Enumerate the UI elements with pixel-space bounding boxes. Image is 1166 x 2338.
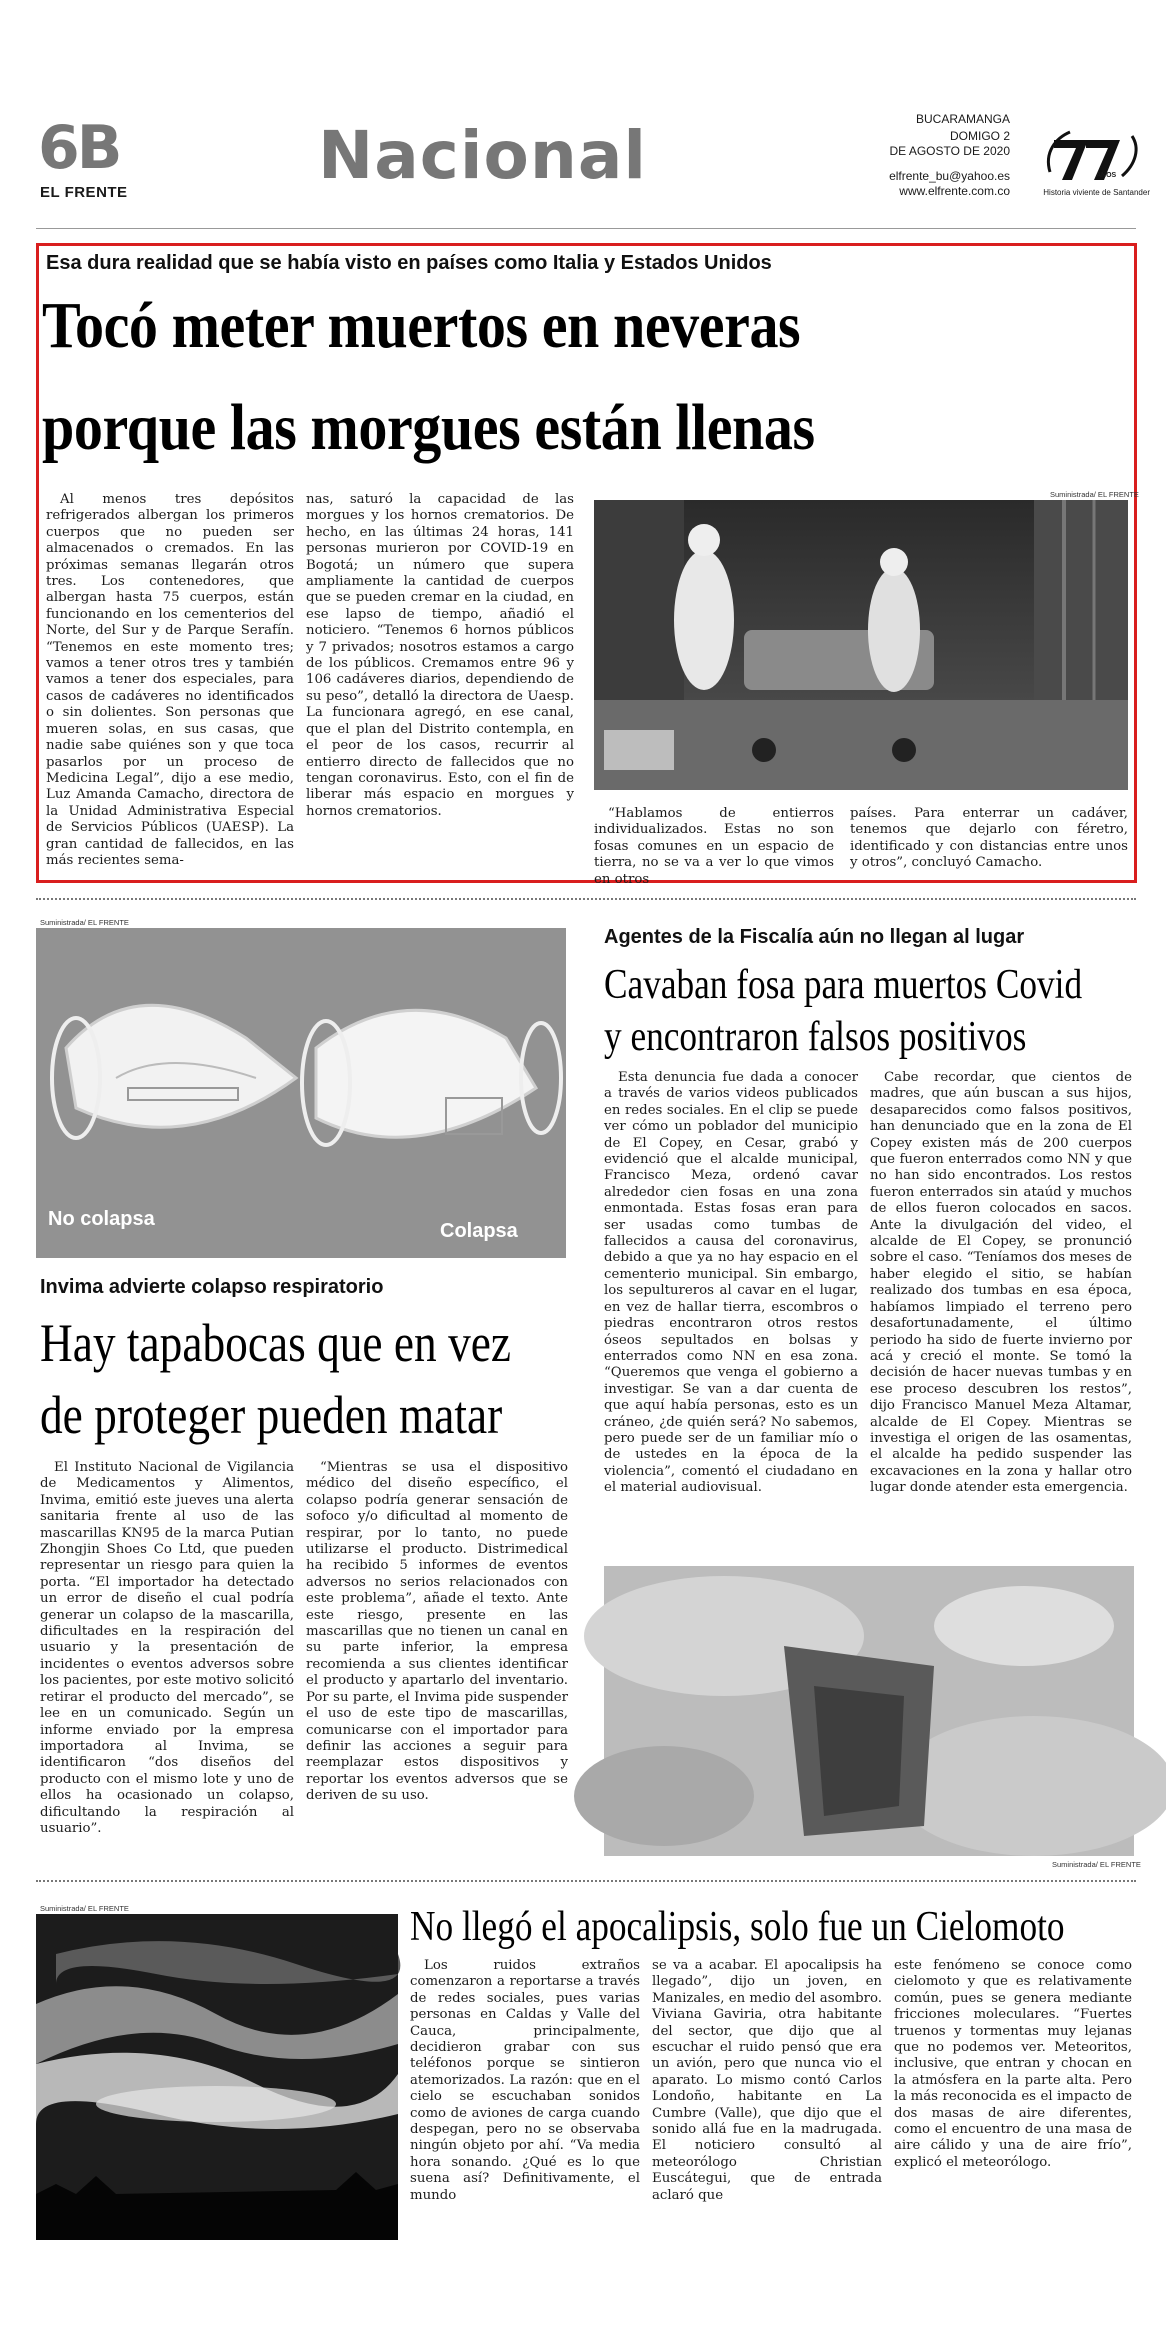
paper-name: EL FRENTE: [40, 184, 128, 201]
article4-column-3: [894, 1958, 1132, 2238]
article1-col4-text: países. Para enterrar un cadáver, tenemos que dejarlo con féretro, identificado y con distancias entre unos y otros”, concluyó Camacho.: [850, 806, 1128, 871]
article2-column-1: [40, 1460, 294, 1860]
article3-col2-text: Cabe recordar, que cientos de madres, que aún buscan a sus hijos, desaparecidos como falsos positivos, han denunciado que en la zona de El Copey existen más de 200 cuerpos que fueron enterrados como NN y que no han sido encontrados. Los restos fueron enterrados sin ataúd y muchos de ellos fueron colocados en sacos. Ante la divulgación del video, el alcalde de El Copey, se pronunció sobre el caso. “Teníamos dos meses de haber elegido el sitio, se habían realizado dos tumbas en esa época, habíamos limpiado el terreno pero desafortunadamente, el último periodo ha sido de fuerte invierno por acá y creció el monte. Se tomó la decisión de hacer nuevas tumbas y en ese proceso descubren los restos”, dijo Francisco Manuel Meza Altamar, alcalde de El Copey. Mientras se investiga el origen de las osamentas, el alcalde ha pedido suspender las excavaciones en la zona y hallar otro lugar donde atender esta emergencia.: [870, 1070, 1132, 1496]
article1-photo-credit: Suministrada/ EL FRENTE: [1050, 490, 1139, 499]
morgue-workers-photo-icon: [594, 500, 1128, 790]
article1-headline-line1: Tocó meter muertos en neveras: [42, 289, 801, 362]
article1-column-2: [306, 492, 574, 878]
article3-headline-line2: y encontraron falsos positivos: [604, 1014, 1027, 1060]
article2-photo-credit: Suministrada/ EL FRENTE: [40, 918, 129, 927]
article2-kicker: Invima advierte colapso respiratorio: [40, 1276, 384, 1298]
article3-column-1: [604, 1070, 858, 1560]
article1-headline-line2: porque las morgues están llenas: [42, 391, 815, 464]
date-line2: DE AGOSTO DE 2020: [889, 144, 1010, 158]
article2-col2-text: “Mientras se usa el dispositivo médico del diseño específico, el colapso podría generar sensación de sofoco y/o dificultad al momento de respirar, por lo tanto, no puede utilizarse el producto. Distrimedical ha recibido 5 informes de eventos adversos no serios relacionados con este problema”, añade el texto. Ante este riesgo, presente en las mascarillas que no tienen un canal en su parte inferior, la empresa recomienda a sus clientes identificar el producto y apartarlo del inventario. Por su parte, el Invima pide suspender el uso de este tipo de mascarillas, comunicarse con el importador para definir las acciones a seguir para reemplazar estos dispositivos y reportar los eventos adversos que se deriven de su uso.: [306, 1460, 568, 1804]
mask-label-left: No colapsa: [48, 1208, 155, 1230]
article2-photo: [36, 928, 566, 1258]
article1-col3-text: “Hablamos de entierros individualizados. Estas no son fosas comunes en un espacio de tierra, no se va a ver lo que vimos en otros: [594, 806, 834, 887]
separator-2: [36, 1880, 1136, 1882]
city: BUCARAMANGA: [915, 112, 1010, 126]
anniversary-logo: [1036, 128, 1150, 200]
article3-column-2: [870, 1070, 1132, 1560]
article3-headline-line1: Cavaban fosa para muertos Covid: [604, 962, 1083, 1008]
article2-col1-text: El Instituto Nacional de Vigilancia de Medicamentos y Alimentos, Invima, emitió este jueves una alerta sanitaria frente al uso de las mascarillas KN95 de la marca Putian Zhongjin Shoes Co Ltd, que pueden representar un riesgo para quien la porta. “El importador ha detectado un error de diseño el cual podría generar un colapso de la mascarilla, dificultades en la respiración del usuario y la presentación de incidentes o eventos adversos sobre los pacientes, por este motivo solicitó retirar el producto del mercado”, se lee en un comunicado. Según un informe enviado por la empresa importadora al Invima, se identificaron “dos diseños del producto con el mismo lote y uno de ellos ha ocasionado un colapso, dificultando la respiración al usuario”.: [40, 1460, 294, 1836]
logo-small: AÑOS: [1096, 172, 1117, 179]
article3-col1-text: Esta denuncia fue dada a conocer a través de varios videos publicados en redes sociales. En el clip se puede ver cómo un poblador del municipio de El Copey, en Cesar, grabó y evidenció que el alcalde municipal, Francisco Meza, ordenó cavar alrededor cien fosas en una zona enmontada. Estas fosas eran para ser usadas como tumbas de fallecidos a causa del coronavirus, debido a que ya no hay espacio en el cementerio municipal. Sin embargo, los sepultureros al cavar en el lugar, en vez de hallar tierra, escombros o piedras encontraron otros restos óseos sepultados en bolsas y enterrados como NN en esa zona. “Queremos que venga el gobierno a investigar. Se van a dar cuenta de que aquí había personas, esto es un cráneo, ¿de quién será? No sabemos, pero puede ser de un familiar mío o de ustedes en la época de la violencia”, comentó el ciudadano en el material audiovisual.: [604, 1070, 858, 1496]
website[interactable]: www.elfrente.com.co: [899, 184, 1010, 198]
article1-column-3: [594, 806, 834, 887]
page-number: 6B: [38, 113, 120, 183]
article1-kicker: Esa dura realidad que se había visto en países como Italia y Estados Unidos: [46, 252, 772, 274]
article1-photo: [594, 500, 1128, 790]
dateline: [860, 112, 1010, 199]
article3-kicker: Agentes de la Fiscalía aún no llegan al lugar: [604, 926, 1025, 948]
article4-column-1: [410, 1958, 640, 2238]
article4-col3-text: este fenómeno se conoce como cielomoto y que es relativamente común, pues se genera mediante fricciones moleculares. “Fuertes truenos y tormentas muy lejanas que no podemos ver. Meteoritos, inclusive, que entran y chocan en la atmósfera en la parte alta. Pero la más reconocida es el impacto de dos masas de aire diferentes, como el encuentro de una masa de aire cálido y una de aire frío”, explicó el meteorólogo.: [894, 1958, 1132, 2170]
logo-tagline: Historia viviente de Santander: [1043, 188, 1150, 197]
article4-photo-credit: Suministrada/ EL FRENTE: [40, 1904, 129, 1913]
article1-column-1: [46, 492, 294, 878]
article4-col2-text: se va a acabar. El apocalipsis ha llegado”, dijo un joven, en Manizales, en medio del asombro. Viviana Gaviria, otra habitante del sector, que dijo que al escuchar el ruido pensó que era un avión, pero que nunca vio el aparato. Lo mismo contó Carlos Londoño, habitante en La Cumbre (Valle), que dijo que el sonido allá fue en la madrugada. El noticiero consultó al meteorólogo Christian Euscátegui, que de entrada aclaró que: [652, 1958, 882, 2203]
article4-col1-text: Los ruidos extraños comenzaron a reportarse a través de redes sociales, pues varias personas en Caldas y Valle del Cauca, principalmente, decidieron grabar con sus teléfonos porque se sintieron atemorizados. La razón: que en el cielo se escuchaban sonidos como de aviones de carga cuando despegan, pero no se observaba ningún objeto por ahí. “Va media hora sonando. ¿Qué es lo que suena así? Definitivamente, el mundo: [410, 1958, 640, 2203]
article2-headline-line1: Hay tapabocas que en vez: [40, 1313, 512, 1373]
article4-column-2: [652, 1958, 882, 2238]
article1-col2-text: nas, saturó la capacidad de las morgues y los hornos crematorios. De hecho, en las últimas 24 horas, 141 personas murieron por COVID-19 en Bogotá; un número que supera ampliamente la cantidad de cuerpos que se pueden cremar en la ciudad, en ese lapso de tiempo, añadió el noticiero. “Tenemos 6 hornos públicos y 7 privados; nosotros estamos a cargo de los públicos. Cremamos entre 96 y 106 cadáveres diarios, dependiendo de su peso”, detalló la directora de Uaesp. La funcionara agregó, en ese canal, que el plan del Distrito contempla, en el peor de los casos, recurrir al entierro directo de fallecidos que no tengan coronavirus. Esto, con el fin de liberar más espacio en morgues y hornos crematorios.: [306, 492, 574, 819]
article4-photo: [36, 1914, 398, 2240]
article3-photo-credit: Suministrada/ EL FRENTE: [1052, 1860, 1141, 1869]
mask-label-right: Colapsa: [440, 1220, 518, 1242]
section-title: Nacional: [318, 117, 648, 194]
article1-column-4: [850, 806, 1128, 876]
email[interactable]: elfrente_bu@yahoo.es: [889, 169, 1010, 183]
separator-1: [36, 898, 1136, 900]
stormy-sky-photo-icon: [36, 1914, 398, 2240]
article2-headline-line2: de proteger pueden matar: [40, 1385, 503, 1445]
article2-column-2: [306, 1460, 568, 1860]
article1-col1-text: Al menos tres depósitos refrigerados albergan los primeros cuerpos que no pueden ser almacenados o cremados. En las próximas semanas llegarán otros tres. Los contenedores, que albergan hasta 75 cuerpos, están funcionando en los cementerios del Norte, del Sur y de Parque Serafín. “Tenemos en este momento tres; vamos a tener otros tres y también vamos a tener dos especiales, para casos de cadáveres no identificados o sin dolientes. Son personas que mueren solas, en sus casas, que nadie sabe quiénes son y que toca pasarlos por un proceso de Medicina Legal”, dijo a ese medio, Luz Amanda Camacho, directora de la Unidad Administrativa Especial de Servicios Públicos (UAESP). La gran cantidad de fallecidos, en las más recientes sema-: [46, 492, 294, 868]
grave-pit-photo-icon: [604, 1566, 1134, 1856]
date-line1: DOMIGO 2: [949, 129, 1010, 143]
article3-photo: [604, 1566, 1134, 1856]
article4-headline: No llegó el apocalipsis, solo fue un Cielomoto: [410, 1904, 1065, 1950]
masthead-rule: [36, 228, 1136, 229]
